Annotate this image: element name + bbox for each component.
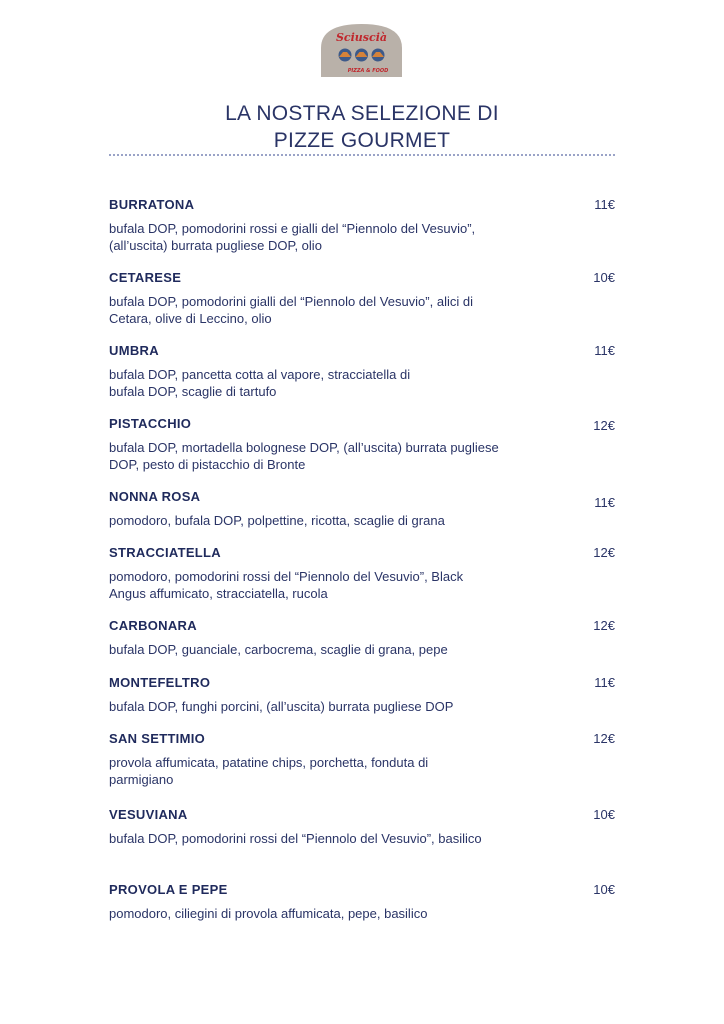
menu-item-name: NONNA ROSA bbox=[109, 489, 201, 504]
menu-item-price: 12€ bbox=[593, 618, 615, 633]
menu-item-name: UMBRA bbox=[109, 343, 159, 358]
menu-item-name: SAN SETTIMIO bbox=[109, 731, 206, 746]
menu-item-name: MONTEFELTRO bbox=[109, 675, 211, 690]
menu-item-price: 11€ bbox=[594, 495, 615, 510]
menu-item-price: 11€ bbox=[594, 197, 615, 212]
menu-item-price: 12€ bbox=[593, 545, 615, 560]
title-divider bbox=[109, 154, 615, 156]
menu-item-description: bufala DOP, pomodorini rossi del “Piennolo del Vesuvio”, basilico bbox=[109, 831, 482, 846]
menu-item-name: PROVOLA E PEPE bbox=[109, 882, 228, 897]
logo-brand-text: Sciuscià bbox=[335, 31, 388, 44]
menu-item-price: 11€ bbox=[594, 675, 615, 690]
menu-item-description: bufala DOP, pomodorini gialli del “Piennolo del Vesuvio”, alici di Cetara, olive di Leccino, olio bbox=[109, 294, 473, 326]
menu-item-name: CETARESE bbox=[109, 270, 182, 285]
vesuvius-icon bbox=[339, 49, 385, 62]
menu-item-description: pomodoro, ciliegini di provola affumicata, pepe, basilico bbox=[109, 906, 428, 921]
menu-item-price: 10€ bbox=[593, 270, 615, 285]
menu-item-name: STRACCIATELLA bbox=[109, 545, 221, 560]
menu-item-name: BURRATONA bbox=[109, 197, 195, 212]
menu-item-description: bufala DOP, funghi porcini, (all’uscita) burrata pugliese DOP bbox=[109, 699, 454, 714]
menu-item-price: 11€ bbox=[594, 343, 615, 358]
menu-item-price: 12€ bbox=[593, 731, 615, 746]
menu-item-description: pomodoro, bufala DOP, polpettine, ricotta, scaglie di grana bbox=[109, 513, 445, 528]
logo-graphic bbox=[321, 24, 402, 77]
menu-item-description: bufala DOP, pomodorini rossi e gialli del “Piennolo del Vesuvio”, (all’uscita) burrata pugliese DOP, olio bbox=[109, 221, 476, 253]
menu-item-price: 10€ bbox=[593, 882, 615, 897]
menu-item-name: PISTACCHIO bbox=[109, 416, 192, 431]
menu-item-description: bufala DOP, mortadella bolognese DOP, (all’uscita) burrata pugliese DOP, pesto di pistacchio di Bronte bbox=[109, 440, 499, 472]
logo-tagline-text: PIZZA & FOOD bbox=[347, 68, 389, 74]
menu-item-description: pomodoro, pomodorini rossi del “Piennolo del Vesuvio”, Black Angus affumicato, stracciatella, rucola bbox=[109, 569, 464, 601]
menu-item-name: VESUVIANA bbox=[109, 807, 188, 822]
restaurant-logo bbox=[321, 24, 402, 77]
menu-title bbox=[0, 100, 724, 154]
menu-item-price: 12€ bbox=[593, 418, 615, 433]
menu-item-description: provola affumicata, patatine chips, porchetta, fonduta di parmigiano bbox=[109, 755, 429, 787]
menu-item-name: CARBONARA bbox=[109, 618, 197, 633]
menu-item-description: bufala DOP, guanciale, carbocrema, scaglie di grana, pepe bbox=[109, 642, 448, 657]
menu-item-price: 10€ bbox=[593, 807, 615, 822]
menu-item-description: bufala DOP, pancetta cotta al vapore, stracciatella di bufala DOP, scaglie di tartufo bbox=[109, 367, 411, 399]
menu-title-line-2: PIZZE GOURMET bbox=[273, 129, 451, 152]
menu-title-line-1: LA NOSTRA SELEZIONE DI bbox=[225, 102, 499, 125]
